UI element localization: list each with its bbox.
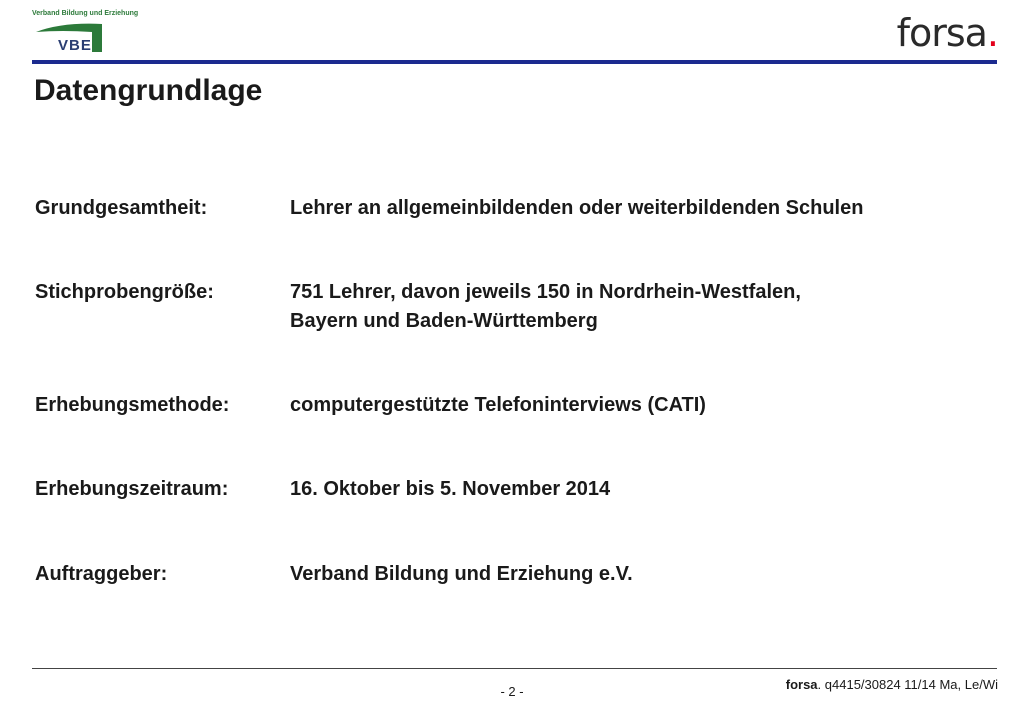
row-value (290, 194, 990, 223)
row-value (290, 391, 990, 420)
row-value-line: Lehrer an allgemeinbildenden oder weiterbildenden Schulen (290, 197, 864, 219)
page-title: Datengrundlage (34, 74, 263, 107)
row-label: Erhebungszeitraum: (35, 478, 229, 500)
footer-reference-text: . q4415/30824 11/14 Ma, Le/Wi (817, 677, 998, 692)
row-label: Stichprobengröße: (35, 281, 214, 303)
footer-brand: forsa (785, 677, 818, 692)
row-value-line: Verband Bildung und Erziehung e.V. (290, 563, 633, 585)
row-label: Erhebungsmethode: (35, 394, 230, 416)
forsa-logo (896, 11, 998, 55)
forsa-logo-name: forsa (896, 11, 987, 55)
row-value (290, 560, 990, 589)
row-value-line: Bayern und Baden-Württemberg (290, 310, 598, 332)
footer-reference (786, 677, 998, 692)
footer-divider (32, 668, 997, 669)
vbe-logo (32, 10, 139, 58)
vbe-letters: VBE (58, 37, 92, 54)
row-value (290, 278, 990, 336)
row-value-line: 16. Oktober bis 5. November 2014 (290, 478, 611, 500)
row-value-line: 751 Lehrer, davon jeweils 150 in Nordrhein-Westfalen, (290, 281, 801, 303)
forsa-logo-dot: . (986, 11, 998, 55)
page-number: - 2 - (500, 684, 524, 699)
vbe-tagline: Verband Bildung und Erziehung (32, 10, 139, 17)
row-label: Auftraggeber: (35, 563, 168, 585)
row-value-line: computergestützte Telefoninterviews (CATI) (290, 394, 706, 416)
row-value (290, 475, 990, 504)
row-label: Grundgesamtheit: (35, 197, 208, 219)
header-divider (32, 60, 997, 64)
